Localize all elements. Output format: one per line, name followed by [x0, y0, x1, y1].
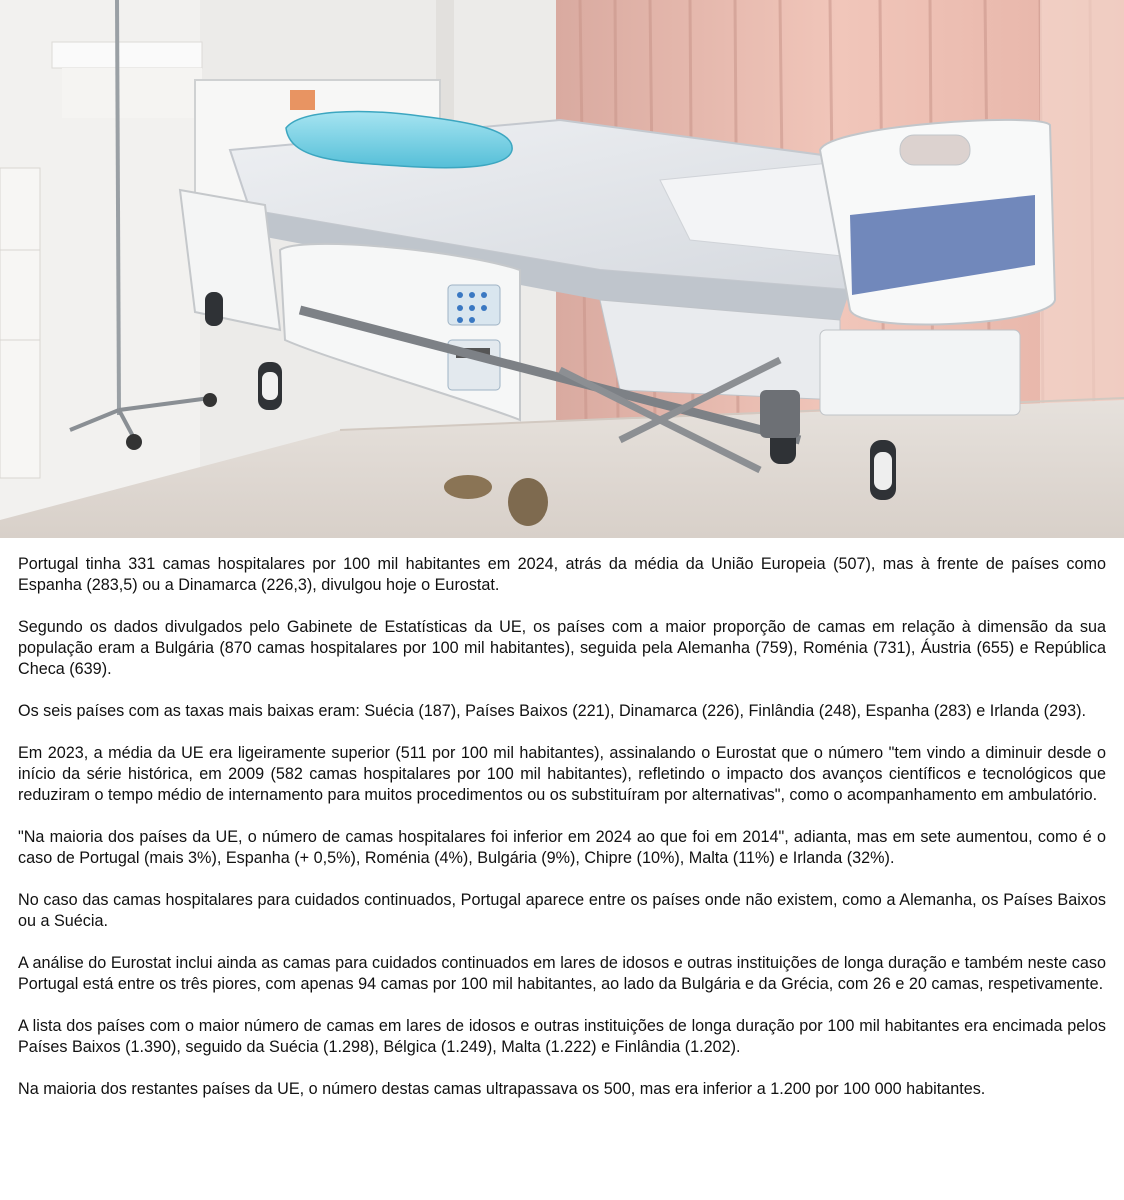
article-paragraph: Portugal tinha 331 camas hospitalares por 100 mil habitantes em 2024, atrás da média da União Europeia (507), mas à frente de países como Espanha (283,5) ou a Dinamarca (226,3), divulgou hoje o Eurostat. — [18, 555, 1106, 594]
article-body — [0, 538, 1124, 1100]
article-paragraph: A análise do Eurostat inclui ainda as camas para cuidados continuados em lares de idosos e outras instituições de longa duração e também neste caso Portugal está entre os três piores, com apenas 94 camas por 100 mil habitantes, ao lado da Bulgária e da Grécia, com 26 e 20 camas, respetivamente. — [18, 954, 1106, 993]
article-paragraph: Em 2023, a média da UE era ligeiramente superior (511 por 100 mil habitantes), assinalando o Eurostat que o número "tem vindo a diminuir desde o início da série histórica, em 2009 (582 camas hospitalares por 100 mil habitantes), refletindo o impacto dos avanços científicos e tecnológicos que reduziram o tempo médio de internamento para muitos procedimentos ou os substituíram por alternativas", como o acompanhamento em ambulatório. — [18, 744, 1106, 804]
article-paragraph: "Na maioria dos países da UE, o número de camas hospitalares foi inferior em 2024 ao que foi em 2014", adianta, mas em sete aumentou, como é o caso de Portugal (mais 3%), Espanha (+ 0,5%), Roménia (4%), Bulgária (9%), Chipre (10%), Malta (11%) e Irlanda (32%). — [18, 828, 1106, 867]
hospital-bed-photo — [0, 0, 1124, 538]
article-paragraph: Na maioria dos restantes países da UE, o número destas camas ultrapassava os 500, mas era inferior a 1.200 por 100 000 habitantes. — [18, 1080, 986, 1098]
article-paragraph: Segundo os dados divulgados pelo Gabinete de Estatísticas da UE, os países com a maior proporção de camas em relação à dimensão da sua população eram a Bulgária (870 camas hospitalares por 100 mil habitantes), seguida pela Alemanha (759), Roménia (731), Áustria (655) e República Checa (639). — [18, 618, 1106, 678]
article-paragraph: No caso das camas hospitalares para cuidados continuados, Portugal aparece entre os países onde não existem, como a Alemanha, os Países Baixos ou a Suécia. — [18, 891, 1106, 930]
article-paragraph: Os seis países com as taxas mais baixas eram: Suécia (187), Países Baixos (221), Dinamarca (226), Finlândia (248), Espanha (283) e Irlanda (293). — [18, 702, 1086, 720]
article-paragraph: A lista dos países com o maior número de camas em lares de idosos e outras instituições de longa duração por 100 mil habitantes era encimada pelos Países Baixos (1.390), seguido da Suécia (1.298), Bélgica (1.249), Malta (1.222) e Finlândia (1.202). — [18, 1017, 1106, 1056]
hospital-bed-illustration — [0, 0, 1124, 538]
